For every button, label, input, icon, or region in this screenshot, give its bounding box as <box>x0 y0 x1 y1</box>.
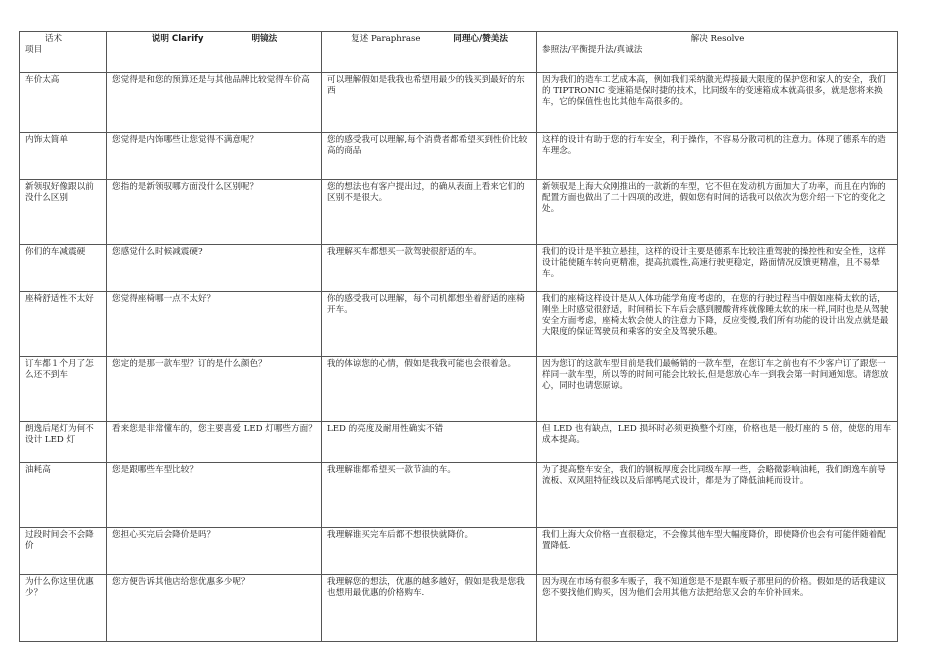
paraphrase-cell: LED 的亮度及耐用性确实不错 <box>322 422 537 463</box>
header-clarify-label: 说明 Clarify <box>151 34 204 44</box>
table-row <box>20 73 898 133</box>
paraphrase-cell: 我理解谁买完车后都不想很快就降价。 <box>322 528 537 575</box>
comparison-sheet <box>19 31 897 642</box>
header-corner-cell <box>20 32 107 73</box>
header-resolve-methods: 参照法/平衡提升法/真诚法 <box>542 45 643 55</box>
clarify-cell: 您定的是那一款车型？订的是什么颜色？ <box>107 357 322 422</box>
paraphrase-cell: 我的体谅您的心情，假如是我我可能也会很着急。 <box>322 357 537 422</box>
paraphrase-cell: 您的想法也有客户提出过，的确从表面上看来它们的区别不是很大。 <box>322 180 537 245</box>
clarify-cell: 您觉得是内饰哪些让您觉得不满意呢？ <box>107 133 322 180</box>
clarify-cell: 您指的是新领驭哪方面没什么区别呢？ <box>107 180 322 245</box>
clarify-cell: 看来您是非常懂车的，您主要喜爱 LED 灯哪些方面？ <box>107 422 322 463</box>
resolve-cell: 我们的座椅这样设计是从人体功能学角度考虑的，在您的行驶过程当中假如座椅太软的话，刚坐上时感觉很舒适，时间稍长下车后会感到腰酸背疼就像睡太软的床一样,同时也是从驾驶安全方面考虑，座椅太软会使人的注意力下降，反应变慢,我们所有功能的设计出发点就是最大限度的保证驾驶员和乘客的安全及驾驶乐趣。 <box>537 292 898 357</box>
paraphrase-cell: 可以理解假如是我我也希望用最少的钱买到最好的东西 <box>322 73 537 133</box>
resolve-cell: 这样的设计有助于您的行车安全，利于操作，不容易分散司机的注意力。体现了德系车的造车理念。 <box>537 133 898 180</box>
paraphrase-cell: 您的感受我可以理解,每个消费者都希望买到性价比较高的商品 <box>322 133 537 180</box>
resolve-cell: 我们上海大众价格一直很稳定，不会像其他车型大幅度降价，即使降价也会有可能伴随着配置降低. <box>537 528 898 575</box>
table-row <box>20 422 898 463</box>
header-resolve-cell <box>537 32 898 73</box>
header-clarify-method: 明镜法 <box>251 34 278 44</box>
item-cell: 内饰太简单 <box>20 133 107 180</box>
table-row <box>20 528 898 575</box>
table-row <box>20 357 898 422</box>
table-row <box>20 575 898 642</box>
table-header-row <box>20 32 898 73</box>
resolve-cell: 新领驭是上海大众刚推出的一款新的车型，它不但在发动机方面加大了功率，而且在内饰的配置方面也做出了二十四项的改进，假如您有时间的话我可以依次为您介绍一下它的变化之处。 <box>537 180 898 245</box>
item-cell: 油耗高 <box>20 463 107 528</box>
header-corner-top: 话术 <box>44 34 63 44</box>
table-row <box>20 133 898 180</box>
table-row <box>20 463 898 528</box>
header-paraphrase-method: 同理心/赞美法 <box>453 34 508 44</box>
item-cell: 朗逸后尾灯为何不设计 LED 灯 <box>20 422 107 463</box>
item-cell: 订车都１个月了怎么还不到车 <box>20 357 107 422</box>
clarify-cell: 您感觉什么时候减震硬? <box>107 245 322 292</box>
resolve-cell: 但 LED 也有缺点，LED 损坏时必须更换整个灯座，价格也是一般灯座的 5 倍，使您的用车成本提高。 <box>537 422 898 463</box>
resolve-cell: 我们的设计是半独立悬挂，这样的设计主要是德系车比较注重驾驶的操控性和安全性，这样设计能使随车转向更精准，提高抗震性,高速行驶更稳定，路面情况反馈更精准，且不易晕车。 <box>537 245 898 292</box>
item-cell: 为什么你这里优惠少？ <box>20 575 107 642</box>
resolve-cell: 因为我们的造车工艺成本高，例如我们采纳激光焊接最大限度的保护您和家人的安全，我们的 TIPTRONIC 变速箱是保时捷的技术，比同级车的变速箱成本就高很多，就是您将来换车，它的保值性也比其他车高很多的。 <box>537 73 898 133</box>
resolve-cell: 因为您订的这款车型目前是我们最畅销的一款车型，在您订车之前也有不少客户订了跟您一样同一款车型，所以等的时间可能会比较长,但是您放心车一到我会第一时间通知您。请您放心，同时也请您原谅。 <box>537 357 898 422</box>
table-row <box>20 292 898 357</box>
clarify-cell: 您觉得座椅哪一点不太好？ <box>107 292 322 357</box>
item-cell: 车价太高 <box>20 73 107 133</box>
header-paraphrase-cell <box>322 32 537 73</box>
item-cell: 座椅舒适性不太好 <box>20 292 107 357</box>
table-row <box>20 245 898 292</box>
table-row <box>20 180 898 245</box>
paraphrase-cell: 我理解您的想法，优惠的越多越好，假如是我是您我也想用最优惠的价格购车. <box>322 575 537 642</box>
sales-script-table <box>19 31 898 642</box>
clarify-cell: 您觉得是和您的预算还是与其他品牌比较觉得车价高 <box>107 73 322 133</box>
header-paraphrase-label: 复述 Paraphrase <box>351 34 421 44</box>
resolve-cell: 因为现在市场有很多车贩子，我不知道您是不是跟车贩子那里问的价格。假如是的话我建议您不要找他们购买，因为他们会用其他方法把给您又会的车价补回来。 <box>537 575 898 642</box>
clarify-cell: 您担心买完后会降价是吗？ <box>107 528 322 575</box>
header-corner-bottom: 项目 <box>25 45 43 55</box>
resolve-cell: 为了提高整车安全，我们的钢板厚度会比同级车厚一些，会略微影响油耗，我们朗逸车前导流板、双风阻特征线以及后部鸭尾式设计，都是为了降低油耗而设计。 <box>537 463 898 528</box>
paraphrase-cell: 我理解买车都想买一款驾驶很舒适的车。 <box>322 245 537 292</box>
clarify-cell: 您方便告诉其他店给您优惠多少呢？ <box>107 575 322 642</box>
item-cell: 你们的车减震硬 <box>20 245 107 292</box>
header-clarify-cell <box>107 32 322 73</box>
paraphrase-cell: 我理解谁都希望买一款节油的车。 <box>322 463 537 528</box>
header-resolve-label: 解决 Resolve <box>690 34 745 44</box>
item-cell: 过段时间会不会降价 <box>20 528 107 575</box>
clarify-cell: 您是跟哪些车型比较？ <box>107 463 322 528</box>
paraphrase-cell: 你的感受我可以理解，每个司机都想坐着舒适的座椅开车。 <box>322 292 537 357</box>
item-cell: 新领驭好像跟以前没什么区别 <box>20 180 107 245</box>
